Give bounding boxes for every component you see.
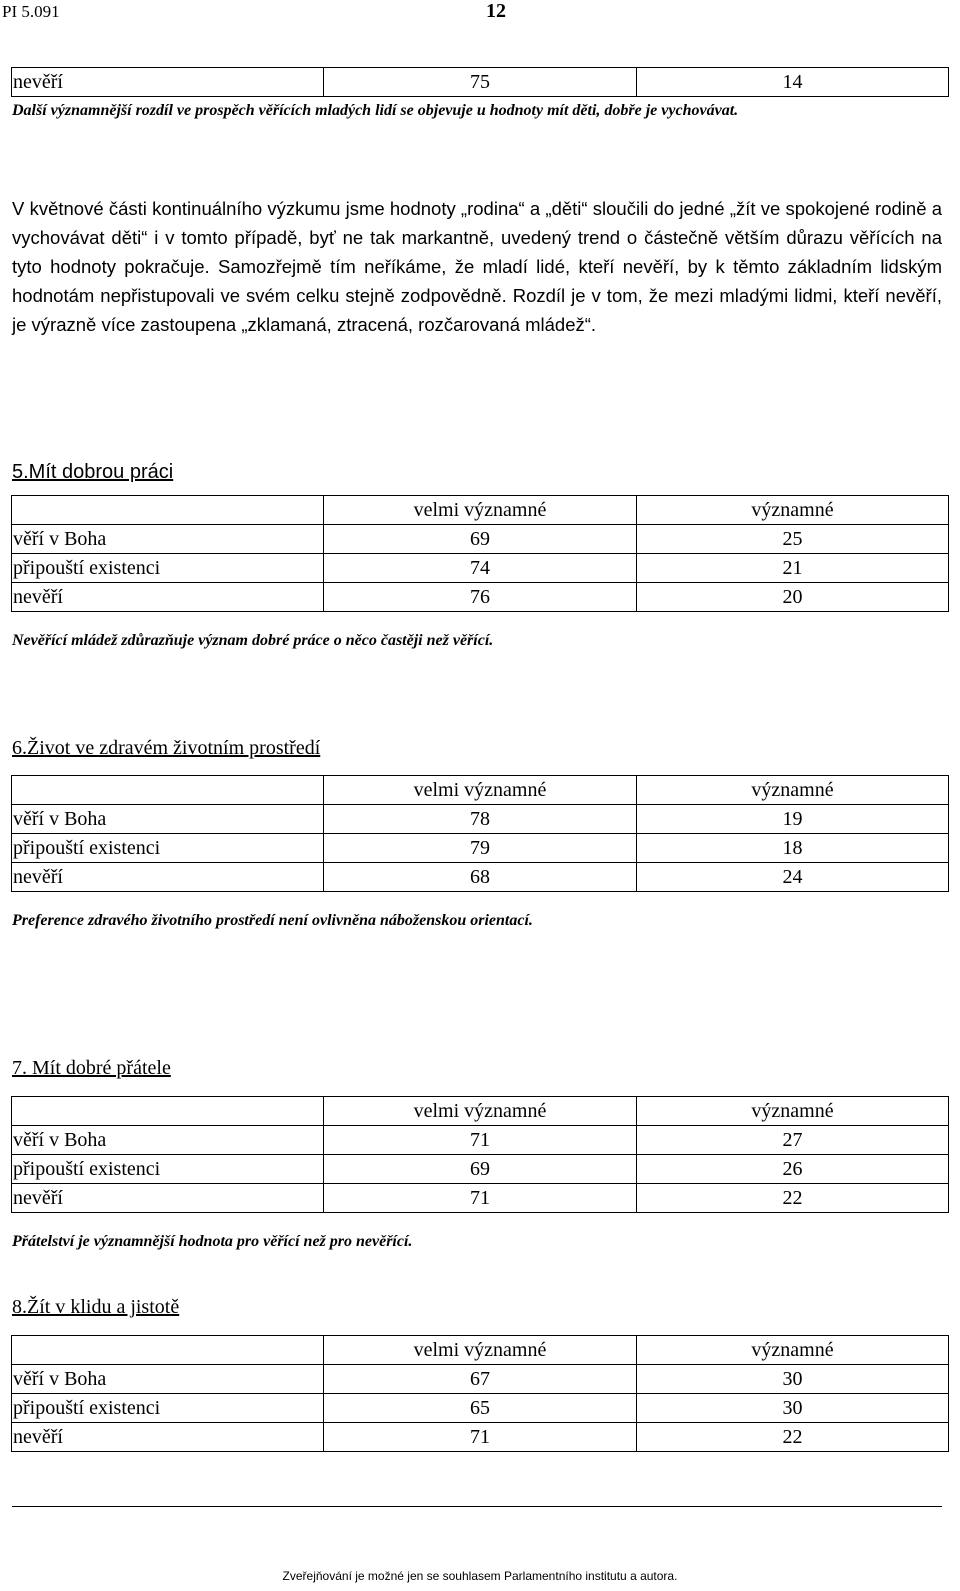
row-label: nevěří	[12, 863, 324, 892]
body-paragraph: V květnové části kontinuálního výzkumu jsme hodnoty „rodina“ a „děti“ sloučili do jedné „žít ve spokojené rodině a vychovávat děti“ i v tomto případě, byť ne tak markantně, uvedený trend o částečně větším důrazu věřících na tyto hodnoty pokračuje. Samozřejmě tím neříkáme, že mladí lidé, kteří nevěří, by k těmto základním lidským hodnotám nepřistupovali ve svém celku stejně zodpovědně. Rozdíl je v tom, že mezi mladými lidmi, kteří nevěří, je výrazně více zastoupena „zklamaná, ztracená, rozčarovaná mládež“.	[12, 198, 942, 335]
table-continuation	[11, 67, 949, 97]
row-label: věří v Boha	[12, 525, 324, 554]
value-very-important: 71	[324, 1423, 637, 1452]
value-important: 21	[637, 554, 949, 583]
section-note: Preference zdravého životního prostředí není ovlivněna náboženskou orientací.	[12, 912, 533, 929]
row-label: připouští existenci	[12, 1155, 324, 1184]
value-very-important: 76	[324, 583, 637, 612]
table-row	[12, 1155, 949, 1184]
row-label: připouští existenci	[12, 834, 324, 863]
column-header: velmi významné	[324, 1097, 637, 1126]
row-label: připouští existenci	[12, 1394, 324, 1423]
table-row	[12, 1394, 949, 1423]
table-row	[12, 1184, 949, 1213]
section-note: Přátelství je významnější hodnota pro věřící než pro nevěřící.	[12, 1233, 413, 1250]
note-children: Další významnější rozdíl ve prospěch věřících mladých lidí se objevuje u hodnoty mít děti, dobře je vychovávat.	[12, 102, 739, 119]
value-very-important: 71	[324, 1126, 637, 1155]
table-section-6	[11, 775, 949, 892]
value-important: 30	[637, 1394, 949, 1423]
section-note: Nevěřící mládež zdůrazňuje význam dobré práce o něco častěji než věřící.	[12, 632, 494, 649]
table-row	[12, 1423, 949, 1452]
section-heading-6: 6.Život ve zdravém životním prostředí	[12, 737, 321, 759]
table-row	[12, 805, 949, 834]
table-row	[12, 554, 949, 583]
column-header: velmi významné	[324, 496, 637, 525]
value-important: 22	[637, 1184, 949, 1213]
table-row	[12, 834, 949, 863]
row-label: připouští existenci	[12, 554, 324, 583]
row-label: nevěří	[12, 583, 324, 612]
table-section-8	[11, 1335, 949, 1452]
value-very-important: 79	[324, 834, 637, 863]
value-very-important: 78	[324, 805, 637, 834]
table-header-row	[12, 496, 949, 525]
value-important: 22	[637, 1423, 949, 1452]
page-header	[0, 0, 960, 26]
row-label: věří v Boha	[12, 1365, 324, 1394]
section-heading-7: 7. Mít dobré přátele	[12, 1057, 171, 1079]
value-very-important: 74	[324, 554, 637, 583]
value-very-important: 69	[324, 525, 637, 554]
value-important: 26	[637, 1155, 949, 1184]
table-row	[12, 583, 949, 612]
row-label: nevěří	[12, 68, 324, 97]
row-label: nevěří	[12, 1423, 324, 1452]
column-header: významné	[637, 1097, 949, 1126]
table-section-5	[11, 495, 949, 612]
table-header-row	[12, 1336, 949, 1365]
table-header-row	[12, 776, 949, 805]
column-header: významné	[637, 1336, 949, 1365]
table-row	[12, 68, 949, 97]
value-very-important: 65	[324, 1394, 637, 1423]
row-label: věří v Boha	[12, 805, 324, 834]
value-important: 14	[637, 68, 949, 97]
value-important: 19	[637, 805, 949, 834]
page-number: 12	[486, 0, 506, 22]
section-heading-8: 8.Žít v klidu a jistotě	[12, 1296, 180, 1318]
table-row	[12, 863, 949, 892]
table-row	[12, 1126, 949, 1155]
value-very-important: 69	[324, 1155, 637, 1184]
value-very-important: 71	[324, 1184, 637, 1213]
value-very-important: 75	[324, 68, 637, 97]
value-very-important: 67	[324, 1365, 637, 1394]
table-section-7	[11, 1096, 949, 1213]
document-code: PI 5.091	[2, 2, 60, 21]
footer-notice: Zveřejňování je možné jen se souhlasem Parlamentního institutu a autora.	[282, 1569, 678, 1583]
column-header: významné	[637, 776, 949, 805]
footer-divider	[12, 1506, 942, 1507]
value-important: 24	[637, 863, 949, 892]
table-row	[12, 1365, 949, 1394]
value-important: 18	[637, 834, 949, 863]
column-header: velmi významné	[324, 1336, 637, 1365]
column-header: významné	[637, 496, 949, 525]
column-header: velmi významné	[324, 776, 637, 805]
section-heading-5: 5.Mít dobrou práci	[12, 461, 174, 483]
table-row	[12, 525, 949, 554]
value-important: 30	[637, 1365, 949, 1394]
table-header-row	[12, 1097, 949, 1126]
value-important: 20	[637, 583, 949, 612]
row-label: nevěří	[12, 1184, 324, 1213]
value-very-important: 68	[324, 863, 637, 892]
value-important: 27	[637, 1126, 949, 1155]
value-important: 25	[637, 525, 949, 554]
row-label: věří v Boha	[12, 1126, 324, 1155]
